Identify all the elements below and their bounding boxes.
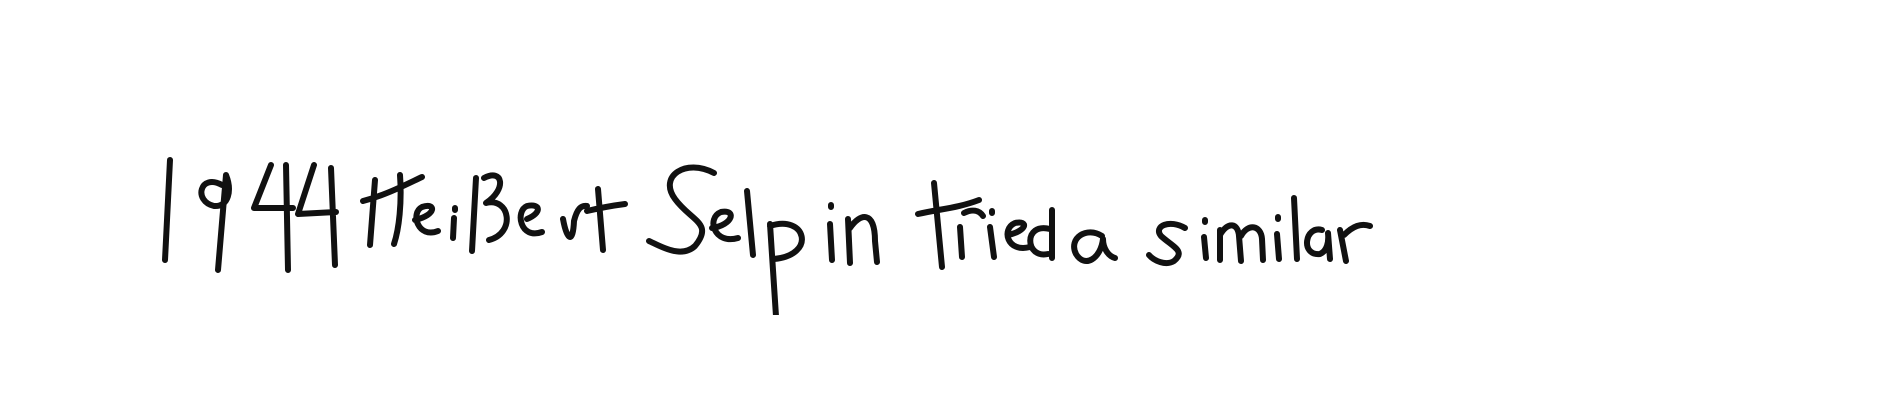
word-a (1074, 232, 1115, 261)
handwriting-line (150, 115, 1750, 315)
word-tried (918, 183, 1052, 267)
char-4b (298, 165, 336, 265)
char-9 (201, 175, 229, 270)
word-similar (1149, 198, 1370, 263)
char-4a (254, 165, 293, 270)
word-herbert (363, 175, 625, 251)
word-selpin (649, 167, 877, 315)
char-1 (165, 160, 170, 260)
handwriting-svg (150, 115, 1750, 315)
